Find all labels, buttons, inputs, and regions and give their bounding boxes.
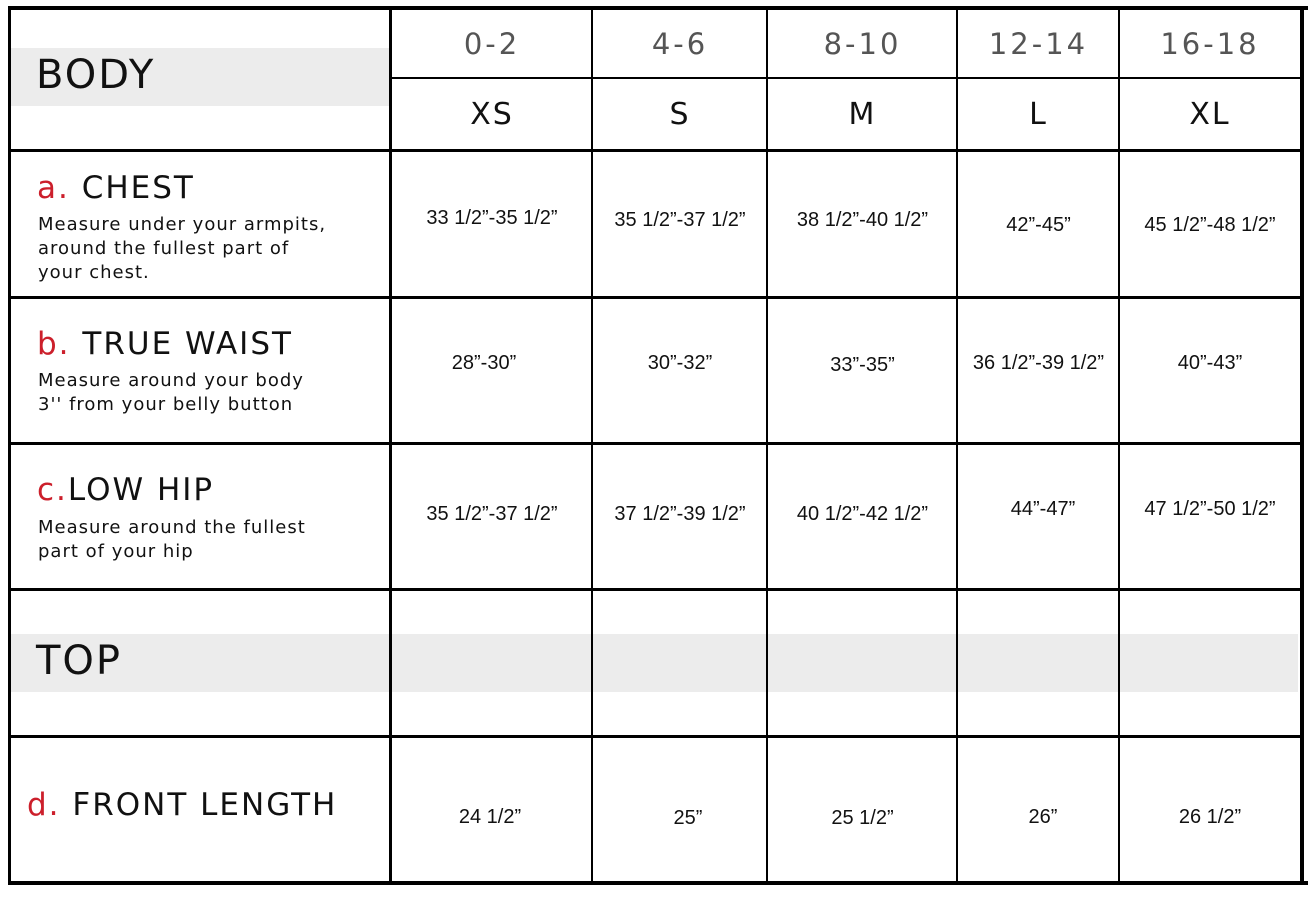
age-range-xs: 0-2 [463,27,521,61]
true-waist-title [37,326,293,362]
size-label-s: S [669,96,691,132]
age-range-xl: 16-18 [1160,27,1260,61]
low-hip-label: LOW HIP [67,472,215,508]
column-divider [956,6,958,885]
age-range-l: 12-14 [988,27,1089,61]
column-divider [591,6,593,885]
table-border-right [1300,6,1304,885]
true-waist-value-xs: 28”-30” [451,351,517,374]
low-hip-value-s: 37 1/2”-39 1/2” [614,502,746,525]
low-hip-value-m: 40 1/2”-42 1/2” [796,502,929,525]
front-length-label: FRONT LENGTH [60,787,338,823]
true-waist-value-s: 30”-32” [647,351,713,374]
low-hip-description: Measure around the fullest part of your hip [38,517,306,562]
low-hip-value-xl: 47 1/2”-50 1/2” [1144,497,1276,520]
chest-value-xs: 33 1/2”-35 1/2” [426,206,558,229]
row-divider [8,149,1304,152]
true-waist-description: Measure around your body 3'' from your belly button [38,370,304,415]
true-waist-value-xl: 40”-43” [1177,351,1243,374]
chest-label: CHEST [69,170,195,206]
size-label-xl: XL [1189,96,1231,132]
front-length-value-xs: 24 1/2” [458,805,522,828]
table-border-left [8,6,11,885]
column-divider [1118,6,1120,885]
size-label-m: M [848,96,877,132]
front-length-letter: d. [27,787,61,823]
top-section-title: TOP [36,638,123,684]
chest-letter: a. [37,170,70,206]
age-range-m: 8-10 [823,27,902,61]
age-range-s: 4-6 [651,27,709,61]
true-waist-value-m: 33”-35” [830,353,895,376]
table-border-bottom [8,881,1308,885]
header-inner-divider [391,77,1301,79]
row-divider [8,588,1304,591]
chest-value-xl: 45 1/2”-48 1/2” [1144,213,1276,236]
true-waist-value-l: 36 1/2”-39 1/2” [972,351,1105,374]
front-length-value-l: 26” [1028,805,1058,828]
chest-description: Measure under your armpits, around the fullest part of your chest. [38,214,327,283]
chest-value-l: 42”-45” [1006,213,1071,236]
chest-value-m: 38 1/2”-40 1/2” [796,208,929,231]
row-divider [8,296,1304,299]
front-length-value-m: 25 1/2” [831,806,894,829]
true-waist-label: TRUE WAIST [70,326,293,362]
front-length-title [27,787,337,823]
size-label-xs: XS [470,96,514,132]
chest-value-s: 35 1/2”-37 1/2” [614,208,746,231]
low-hip-value-l: 44”-47” [1010,497,1076,520]
front-length-value-s: 25” [673,806,703,829]
top-section-band [10,634,1298,692]
row-divider [8,735,1304,738]
front-length-value-xl: 26 1/2” [1178,805,1242,828]
chest-title [37,170,195,206]
size-label-l: L [1029,96,1048,132]
row-divider [8,442,1304,445]
low-hip-title [37,472,214,508]
body-section-title: BODY [36,52,156,98]
column-divider [766,6,768,885]
low-hip-value-xs: 35 1/2”-37 1/2” [426,502,558,525]
low-hip-letter: c. [37,472,68,508]
true-waist-letter: b. [37,326,71,362]
column-divider [389,6,392,885]
table-border-top [8,6,1308,10]
